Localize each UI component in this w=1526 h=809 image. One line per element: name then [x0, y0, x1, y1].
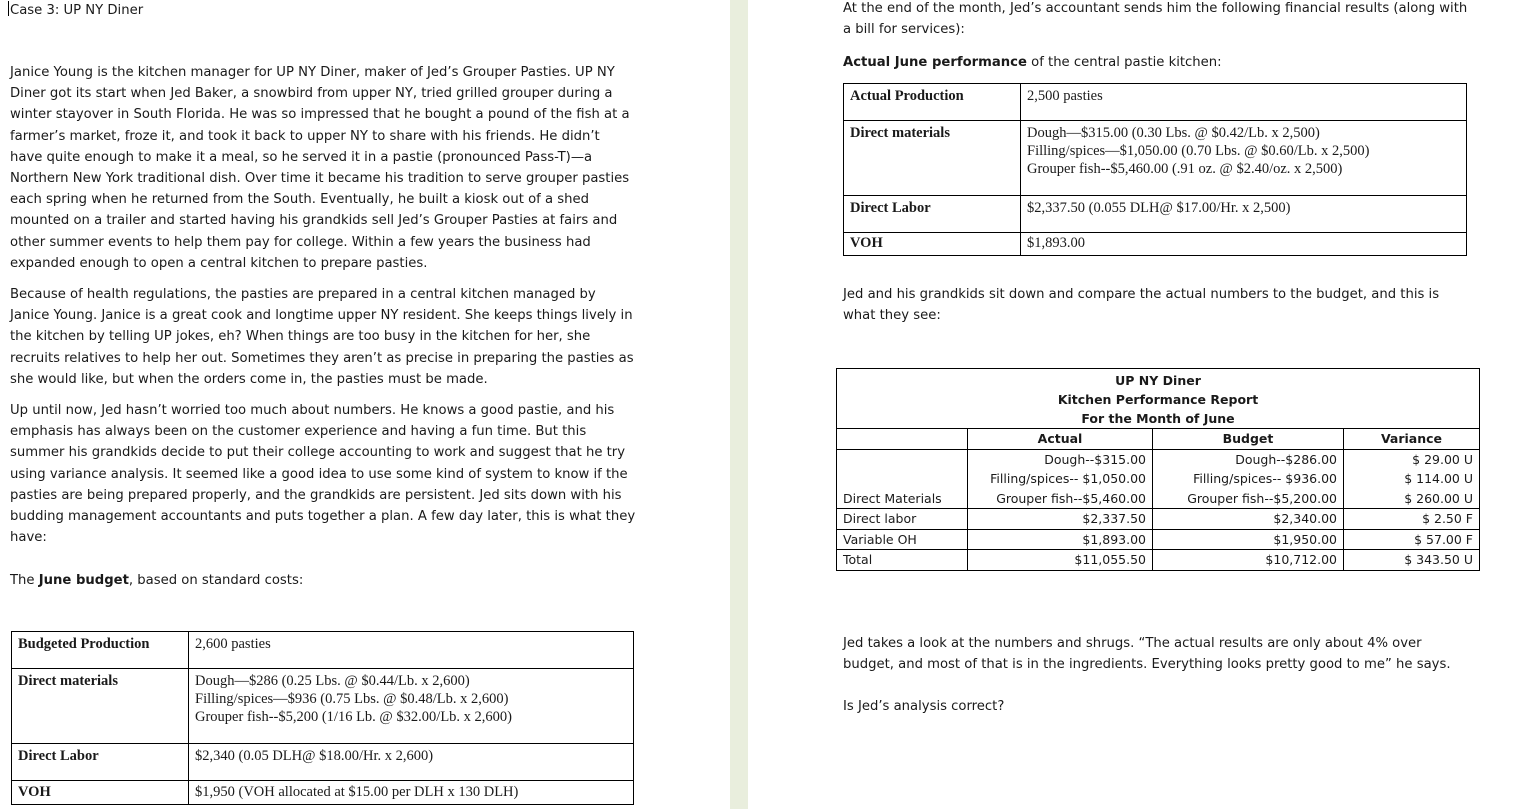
actual-voh-label: VOH — [844, 233, 1021, 256]
compare-text: Jed and his grandkids sit down and compare the actual numbers to the budget, and this is what they see: — [843, 287, 1440, 324]
budget-table — [11, 631, 634, 805]
budget-dm-label: Direct materials — [12, 669, 189, 744]
budget-dl-value: $2,340 (0.05 DLH@ $18.00/Hr. x 2,600) — [189, 744, 634, 781]
report-row-total: Total $11,055.50 $10,712.00 $ 343.50 U — [837, 550, 1479, 570]
actual-dl-value: $2,337.50 (0.055 DLH@ $17.00/Hr. x 2,500) — [1021, 196, 1467, 233]
budget-voh-value: $1,950 (VOH allocated at $15.00 per DLH x 130 DLH) — [189, 781, 634, 805]
case-title: Case 3: UP NY Diner — [10, 3, 144, 18]
paragraph-numbers: Up until now, Jed hasn’t worried too much about numbers. He knows a good pastie, and his emphasis has always been on the customer experience and having a fun time. But this summer his grandkids decide to put their college accounting to work and suggest that he try using variance analysis. It seemed like a good idea to use some kind of system to know if the pasties are being prepared properly, and the grandkids are persistent. Jed sits down with his budding management accountants and puts together a plan. A few day later, this is what they have: — [10, 403, 636, 546]
budget-production-value: 2,600 pasties — [189, 632, 634, 669]
shrug-text: Jed takes a look at the numbers and shrugs. “The actual results are only about 4% over budget, and most of that is in the ingredients. Everything looks pretty good to me” he says. — [843, 636, 1451, 673]
question-text: Is Jed’s analysis correct? — [843, 699, 1005, 714]
results-intro: At the end of the month, Jed’s accountant sends him the following financial results (along with a bill for services): — [843, 1, 1468, 38]
budget-intro: The June budget, based on standard costs: — [10, 573, 304, 588]
report-col-budget: Budget — [1153, 429, 1344, 450]
report-row-variable-oh: Variable OH $1,893.00 $1,950.00 $ 57.00 F — [837, 529, 1479, 550]
report-header-blank — [837, 429, 968, 450]
actual-voh-value: $1,893.00 — [1021, 233, 1467, 256]
report-title: UP NY Diner — [1115, 373, 1201, 388]
report-table — [837, 428, 1479, 570]
report-col-actual: Actual — [968, 429, 1153, 450]
left-page — [0, 0, 730, 809]
report-row-direct-labor: Direct labor $2,337.50 $2,340.00 $ 2.50 F — [837, 509, 1479, 530]
report-row-direct-materials: Direct Materials Dough--$315.00 Filling/spices-- $1,050.00 Grouper fish--$5,460.00 Dough--$286.00 Filling/spices-- $936.00 Grouper fish--$5,200.00 $ 29.00 U $ 114.00 U $ 260.00 U — [837, 449, 1479, 509]
report-col-variance: Variance — [1344, 429, 1480, 450]
actual-dl-label: Direct Labor — [844, 196, 1021, 233]
actual-table — [843, 83, 1467, 256]
page-gutter — [730, 0, 748, 809]
actual-production-value: 2,500 pasties — [1021, 84, 1467, 121]
budget-voh-label: VOH — [12, 781, 189, 805]
budget-dm-value: Dough—$286 (0.25 Lbs. @ $0.44/Lb. x 2,600) Filling/spices—$936 (0.75 Lbs. @ $0.48/Lb. x 2,600) Grouper fish--$5,200 (1/16 Lb. @ $32.00/Lb. x 2,600) — [189, 669, 634, 744]
report-period: For the Month of June — [1081, 411, 1235, 426]
performance-report — [836, 368, 1480, 571]
report-subtitle: Kitchen Performance Report — [1057, 392, 1259, 407]
actual-dm-label: Direct materials — [844, 121, 1021, 196]
actual-production-label: Actual Production — [844, 84, 1021, 121]
budget-production-label: Budgeted Production — [12, 632, 189, 669]
text-cursor — [8, 1, 9, 16]
actual-dm-value: Dough—$315.00 (0.30 Lbs. @ $0.42/Lb. x 2,500) Filling/spices—$1,050.00 (0.70 Lbs. @ $0.60/Lb. x 2,500) Grouper fish--$5,460.00 (.91 oz. @ $2.40/oz. x 2,500) — [1021, 121, 1467, 196]
actual-heading: Actual June performance of the central pastie kitchen: — [843, 55, 1222, 70]
paragraph-intro: Janice Young is the kitchen manager for UP NY Diner, maker of Jed’s Grouper Pasties. UP NY Diner got its start when Jed Baker, a snowbird from upper NY, tried grilled grouper during a winter stayover in South Florida. He was so impressed that he bought a pound of the fish at a farmer’s market, froze it, and took it back to upper NY to share with his friends. He didn’t have quite enough to make it a meal, so he served it in a pastie (pronounced Pass-T)—a Northern New York traditional dish. Over time it became his tradition to serve grouper pasties each spring when he returned from the South. Eventually, he built a kiosk out of a shed mounted on a trailer and started having his grandkids sell Jed’s Grouper Pasties at fairs and other summer events to help them pay for college. Within a few years the business had expanded enough to open a central kitchen to prepare pasties. — [10, 65, 630, 271]
paragraph-health: Because of health regulations, the pasties are prepared in a central kitchen managed by Janice Young. Janice is a great cook and longtime upper NY resident. She keeps things lively in the kitchen by telling UP jokes, eh? When things are too busy in the kitchen for her, she recruits relatives to help her out. Sometimes they aren’t as precise in preparing the pasties as she would like, but when the orders come in, the pasties must be made. — [10, 287, 634, 387]
budget-dl-label: Direct Labor — [12, 744, 189, 781]
